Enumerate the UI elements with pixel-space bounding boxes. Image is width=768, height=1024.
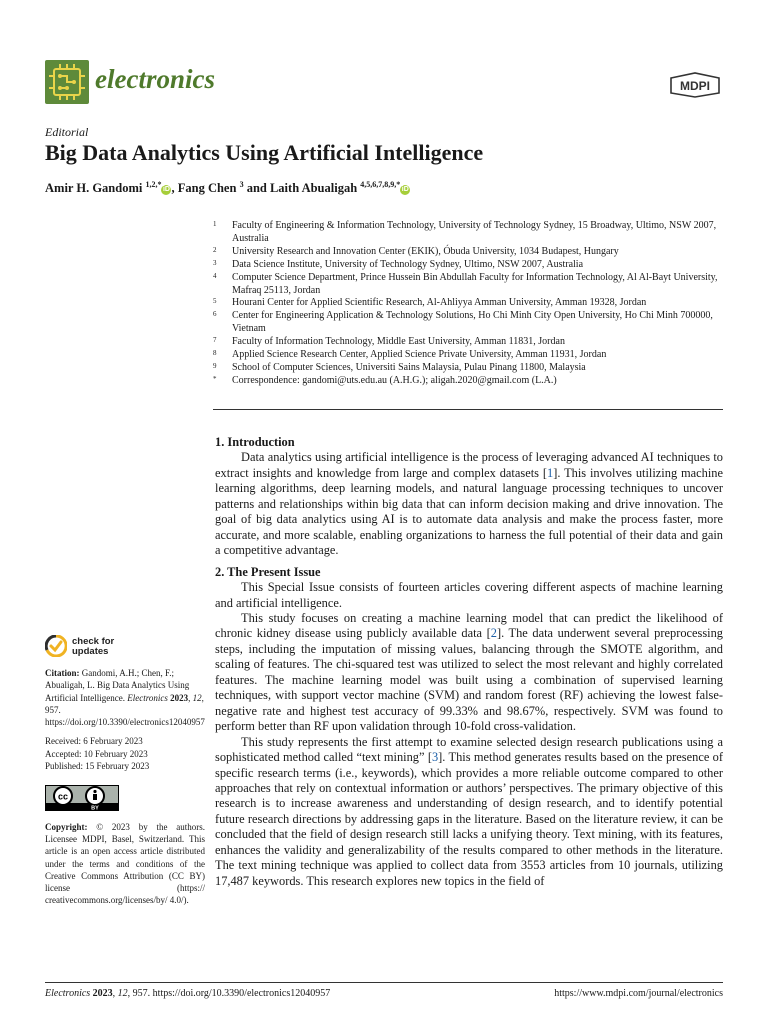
affiliation-text: Data Science Institute, University of Technology Sydney, Ultimo, NSW 2007, Australia <box>232 258 584 270</box>
mdpi-logo[interactable] <box>667 72 723 98</box>
article-type: Editorial <box>45 125 89 139</box>
check-updates-icon <box>45 635 67 657</box>
paragraph-text: This study focuses on creating a machine learning model that can predict the likelihood of chronic kidney disease using publicly available data [ <box>215 610 723 641</box>
affiliation-number: 7 <box>213 336 217 345</box>
affiliation-number: 2 <box>213 245 217 254</box>
citation-text: Gandomi, A.H.; Chen, F.; Abualigah, L. Big Data Analytics Using Artificial Intelligence. <box>45 668 190 703</box>
check-for-updates-button[interactable] <box>45 635 205 661</box>
affiliation-number: 3 <box>213 258 217 267</box>
affiliation-number: 1 <box>213 220 217 228</box>
footer-year: 2023 <box>92 988 113 999</box>
article-body <box>215 435 723 889</box>
affiliation-item <box>213 297 723 310</box>
body-paragraph <box>215 450 723 558</box>
affiliation-number: 4 <box>213 271 217 280</box>
dates-block <box>45 735 205 772</box>
footer-journal: Electronics <box>45 988 91 999</box>
circuit-board-icon <box>45 60 89 104</box>
published-date: Published: 15 February 2023 <box>45 761 150 772</box>
paragraph-text: ]. This involves utilizing machine learning algorithms, deep learning models, and natural language processing techniques to uncover patterns and relationships within big data that can inform decision making and drive innovation. The goal of big data analytics using AI is to automate data analysis and make the process faster, more accurate, and more scalable, enabling organizations to harness the full potential of their data and gain a competitive advantage. <box>215 465 723 558</box>
body-paragraph <box>215 580 723 611</box>
affiliation-number: 8 <box>213 349 217 358</box>
affiliation-item <box>213 310 723 336</box>
author-affiliation-marker: 3 <box>239 180 244 189</box>
affiliation-text: Computer Science Department, Prince Hussein Bin Abdullah Faculty for Information Technology, Al Al-Bayt University, Mafraq 25113, Jordan <box>232 271 718 296</box>
author-list <box>45 180 410 196</box>
reference-link[interactable]: 3 <box>431 750 439 765</box>
affiliation-text: University Research and Innovation Center (EKIK), Óbuda University, 1034 Budapest, Hungary <box>232 245 619 257</box>
author-separator: and <box>243 181 270 196</box>
footer-volume: 12 <box>117 988 128 999</box>
citation-doi[interactable]: , 957. https://doi.org/10.3390/electronics12040957 <box>45 692 205 728</box>
affiliation-item <box>213 220 723 246</box>
citation-label: Citation: <box>45 668 80 678</box>
cc-by-icon[interactable] <box>45 785 119 811</box>
divider <box>213 409 723 410</box>
author-name[interactable]: Laith Abualigah <box>269 181 358 196</box>
affiliation-item <box>213 272 723 298</box>
affiliation-number: 6 <box>213 310 217 319</box>
journal-header <box>45 60 723 104</box>
accepted-date: Accepted: 10 February 2023 <box>45 748 148 759</box>
copyright-block <box>45 821 205 907</box>
paragraph-text: This Special Issue consists of fourteen articles covering different aspects of machine learning and artificial intelligence. <box>215 580 723 610</box>
affiliation-item <box>213 259 723 272</box>
paragraph-text: Data analytics using artificial intelligence is the process of leveraging advanced AI techniques to extract insights and knowledge from large and complex datasets [ <box>215 450 723 480</box>
affiliation-item <box>213 246 723 259</box>
affiliation-number: * <box>213 374 217 383</box>
affiliation-item <box>213 349 723 362</box>
body-paragraph <box>215 735 723 890</box>
orcid-icon[interactable]: iD <box>401 186 409 194</box>
affiliation-number: 9 <box>213 361 217 370</box>
footer-divider <box>45 982 723 983</box>
reference-link[interactable]: 1 <box>546 465 554 480</box>
section-heading: 1. Introduction <box>215 435 295 449</box>
affiliation-number: 5 <box>213 297 217 306</box>
article-title: Big Data Analytics Using Artificial Intelligence <box>45 140 484 165</box>
svg-text:BY: BY <box>91 805 99 812</box>
citation-year: 2023 <box>170 692 189 703</box>
body-paragraph <box>215 611 723 735</box>
affiliation-text: School of Computer Sciences, Universiti Sains Malaysia, Pulau Pinang 11800, Malaysia <box>232 361 586 373</box>
check-label-line1: check for <box>72 636 115 647</box>
received-date: Received: 6 February 2023 <box>45 736 143 747</box>
author-separator: , <box>171 181 178 196</box>
affiliation-item <box>213 336 723 349</box>
affiliation-text: Applied Science Research Center, Applied Science Private University, Amman 11931, Jordan <box>232 349 607 361</box>
article-sidebar <box>45 635 205 914</box>
footer-journal-url[interactable]: https://www.mdpi.com/journal/electronics <box>554 988 723 999</box>
publisher-label: MDPI <box>680 79 710 93</box>
reference-link[interactable]: 2 <box>490 626 497 641</box>
section-heading: 2. The Present Issue <box>215 564 321 579</box>
journal-name: electronics <box>95 64 215 94</box>
svg-text:cc: cc <box>57 791 69 802</box>
citation-volume: 12 <box>192 692 202 703</box>
footer-doi[interactable]: , 957. https://doi.org/10.3390/electronics12040957 <box>127 988 331 999</box>
affiliation-list <box>213 220 723 388</box>
paragraph-text: ]. The data underwent several preprocessing steps, including the imputation of missing values, balancing through the SMOTE algorithm, and scaling of features. The chi-squared test was utilized to select the most relevant and highly correlated features. The machine learning model was built using a combination of supervised learning techniques, with support vector machine (SVM) and random forest (RF) achieving the lowest false-negative rate and highest test accuracy of 99.33% and 98.67%, respectively. SVM was found to perform better than RF upon validation through 10-fold cross-validation. <box>215 626 723 734</box>
check-label-line2: updates <box>72 646 109 657</box>
affiliation-text: Hourani Center for Applied Scientific Research, Al-Ahliyya Amman University, Amman 19328, Jordan <box>232 297 647 309</box>
affiliation-text: Faculty of Engineering & Information Technology, University of Technology Sydney, 15 Broadway, Ultimo, NSW 2007, Australia <box>232 220 717 244</box>
footer-citation: Electronics 2023, 12, 957. https://doi.org/10.3390/electronics12040957 <box>45 988 331 999</box>
affiliation-text: Center for Engineering Application & Technology Solutions, Ho Chi Minh City Open University, Ho Chi Minh 700000, Vietnam <box>232 310 713 335</box>
affiliation-text: Correspondence: gandomi@uts.edu.au (A.H.G.); aligah.2020@gmail.com (L.A.) <box>232 374 557 386</box>
affiliation-item <box>213 362 723 375</box>
copyright-text: © 2023 by the authors. Licensee MDPI, Basel, Switzerland. This article is an open access article distributed under the terms and conditions of the Creative Commons Attribution (CC BY) license (https:// creativecommons.org/licenses/by/ 4.0/). <box>45 821 206 906</box>
paragraph-text: This study represents the first attempt to examine selected design research publications using a sophisticated method called “text mining” [ <box>215 734 723 765</box>
author-name[interactable]: Amir H. Gandomi <box>45 181 143 196</box>
orcid-icon[interactable]: iD <box>162 186 170 194</box>
citation-block: Citation: Gandomi, A.H.; Chen, F.; Abualigah, L. Big Data Analytics Using Artificial Intelligence. Electronics 2023, 12, 957. https://doi.org/10.3390/electronics12040957 <box>45 668 205 728</box>
author-name[interactable]: Fang Chen <box>177 181 237 196</box>
affiliation-item <box>213 375 723 388</box>
affiliation-text: Faculty of Information Technology, Middle East University, Amman 11831, Jordan <box>232 336 565 348</box>
paragraph-text: ]. This method generates results based on the presence of specific research terms (i.e., keywords), which provides a more reliable outcome compared to other approaches that rely on contextual information or authors’ perspectives. The primary objective of this research is to increase awareness and understanding of design research, and to identify potential future research directions by addressing gaps in the literature. Based on the literature review, it can be concluded that the field of design research still lacks a unifying theory. Text mining, with its features, enhances the validity and generalizability of the results compared to other methods in the literature. The text mining technique was applied to collect data from 3553 articles from 10 journals, utilizing 17,487 keywords. This research explores new topics in the field of <box>215 750 723 888</box>
copyright-label: Copyright: <box>45 821 88 832</box>
author-affiliation-marker: 1,2,* <box>145 180 162 189</box>
author-affiliation-marker: 4,5,6,7,8,9,* <box>360 180 401 189</box>
citation-journal: Electronics <box>127 692 168 703</box>
